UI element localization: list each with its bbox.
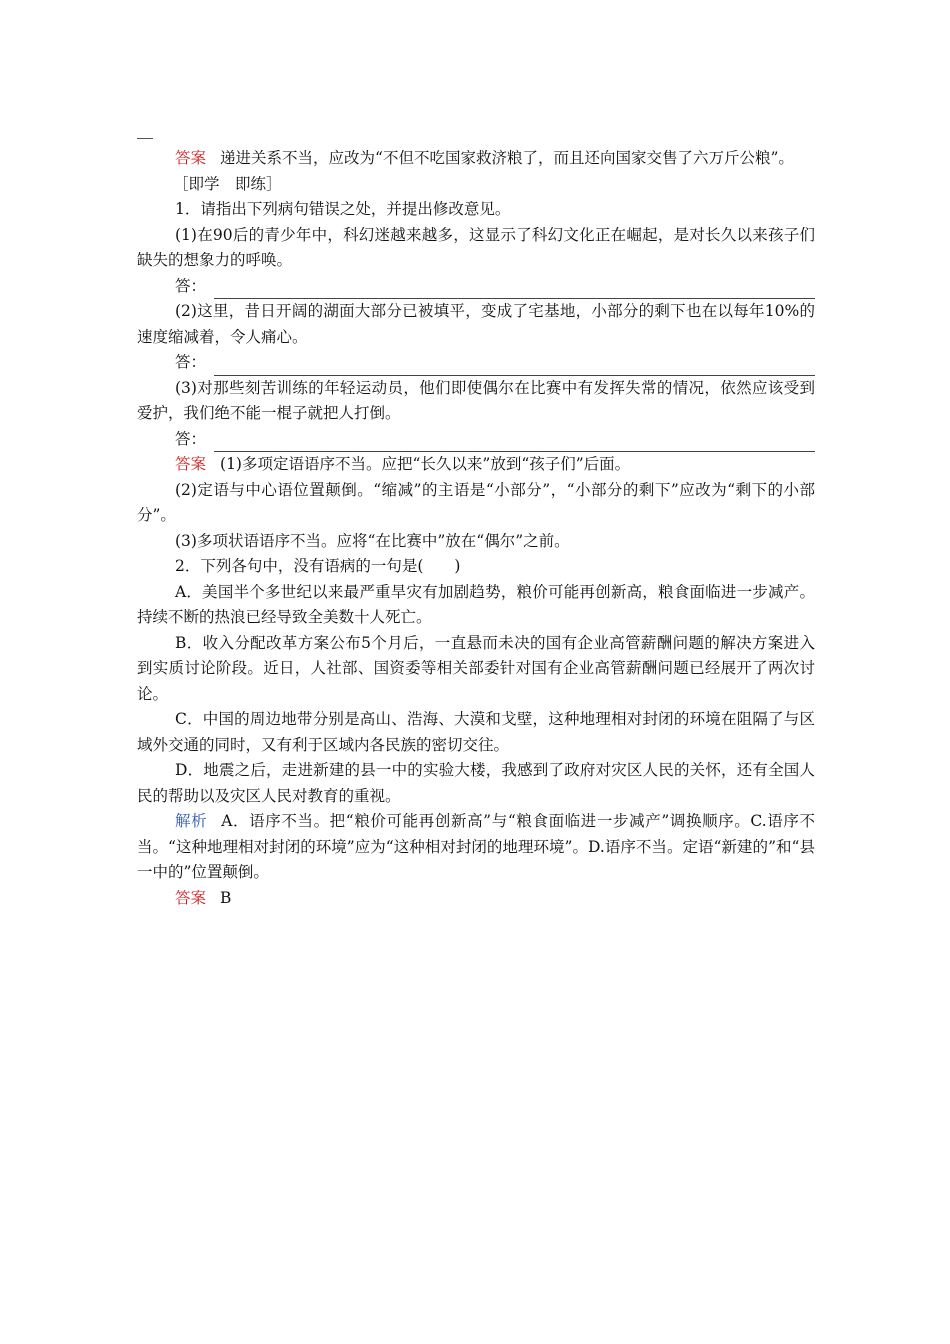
- answer-label: 答案: [175, 888, 207, 907]
- answer-label: 答案: [175, 149, 207, 167]
- answer-blank-1[interactable]: [214, 280, 815, 299]
- answer-prompt: 答：: [175, 353, 207, 371]
- top-dash-mark: [137, 138, 153, 139]
- q1-answer-3: (3)多项状语语序不当。应将“在比赛中”放在“偶尔”之前。: [175, 531, 570, 550]
- q1-answer-text-1: (1)多项定语语序不当。应把“长久以来”放到“孩子们”后面。: [220, 455, 631, 473]
- analysis-label: 解析: [175, 812, 208, 830]
- top-answer-paragraph: [137, 146, 815, 172]
- q2-option-d: D．地震之后，走进新建的县一中的实验大楼，我感到了政府对灾区人民的关怀，还有全国人民的帮助以及灾区人民对教育的重视。: [137, 761, 815, 805]
- q2-option-a: A．美国半个多世纪以来最严重旱灾有加剧趋势，粮价可能再创新高，粮食面临进一步减产。持续不断的热浪已经导致全美数十人死亡。: [137, 582, 815, 626]
- q2-stem: 2．下列各句中，没有语病的一句是( ): [175, 557, 461, 575]
- answer-label: 答案: [175, 455, 207, 473]
- q1-item-2: (2)这里，昔日开阔的湖面大部分已被填平，变成了宅基地，小部分的剩下也在以每年10%的速度缩减着，令人痛心。: [137, 302, 815, 346]
- q1-answer-2: (2)定语与中心语位置颠倒。“缩减”的主语是“小部分”，“小部分的剩下”应改为“剩下的小部分”。: [137, 480, 815, 524]
- answer-blank-2[interactable]: [214, 357, 815, 376]
- q2-option-b: B．收入分配改革方案公布5个月后，一直悬而未决的国有企业高管薪酬问题的解决方案进入到实质讨论阶段。近日，人社部、国资委等相关部委针对国有企业高管薪酬问题已经展开了两次讨论。: [137, 633, 815, 703]
- answer-line-2[interactable]: [137, 350, 815, 376]
- answer-line-1[interactable]: [137, 274, 815, 300]
- q2-analysis: [137, 809, 815, 886]
- q2-answer: [137, 886, 815, 912]
- q1-item-3: (3)对那些刻苦训练的年轻运动员，他们即使偶尔在比赛中有发挥失常的情况，依然应该受到爱护，我们绝不能一棍子就把人打倒。: [137, 378, 815, 422]
- q1-answer-1: [137, 452, 815, 478]
- q2-analysis-text: A．语序不当。把“粮价可能再创新高”与“粮食面临进一步减产”调换顺序。C.语序不当。“这种地理相对封闭的环境”应为“这种相对封闭的地理环境”。D.语序不当。定语“新建的”和“县一中的”位置颠倒。: [137, 812, 815, 881]
- q1-stem: 1．请指出下列病句错误之处，并提出修改意见。: [175, 200, 511, 218]
- practice-heading: ［即学 即练］: [173, 174, 282, 193]
- answer-line-3[interactable]: [137, 427, 815, 453]
- top-answer-text: 递进关系不当，应改为“不但不吃国家救济粮了，而且还向国家交售了六万斤公粮”。: [220, 149, 794, 167]
- q2-option-c: C．中国的周边地带分别是高山、浩海、大漠和戈壁，这种地理相对封闭的环境在阻隔了与区域外交通的同时，又有利于区域内各民族的密切交往。: [137, 710, 815, 754]
- q2-answer-value: B: [220, 888, 232, 907]
- answer-prompt: 答：: [175, 429, 207, 448]
- answer-blank-3[interactable]: [214, 433, 815, 452]
- document-content: [137, 146, 815, 911]
- answer-prompt: 答：: [175, 276, 207, 295]
- q1-item-1: (1)在90后的青少年中，科幻迷越来越多，这显示了科幻文化正在崛起，是对长久以来孩子们缺失的想象力的呼唤。: [137, 225, 815, 269]
